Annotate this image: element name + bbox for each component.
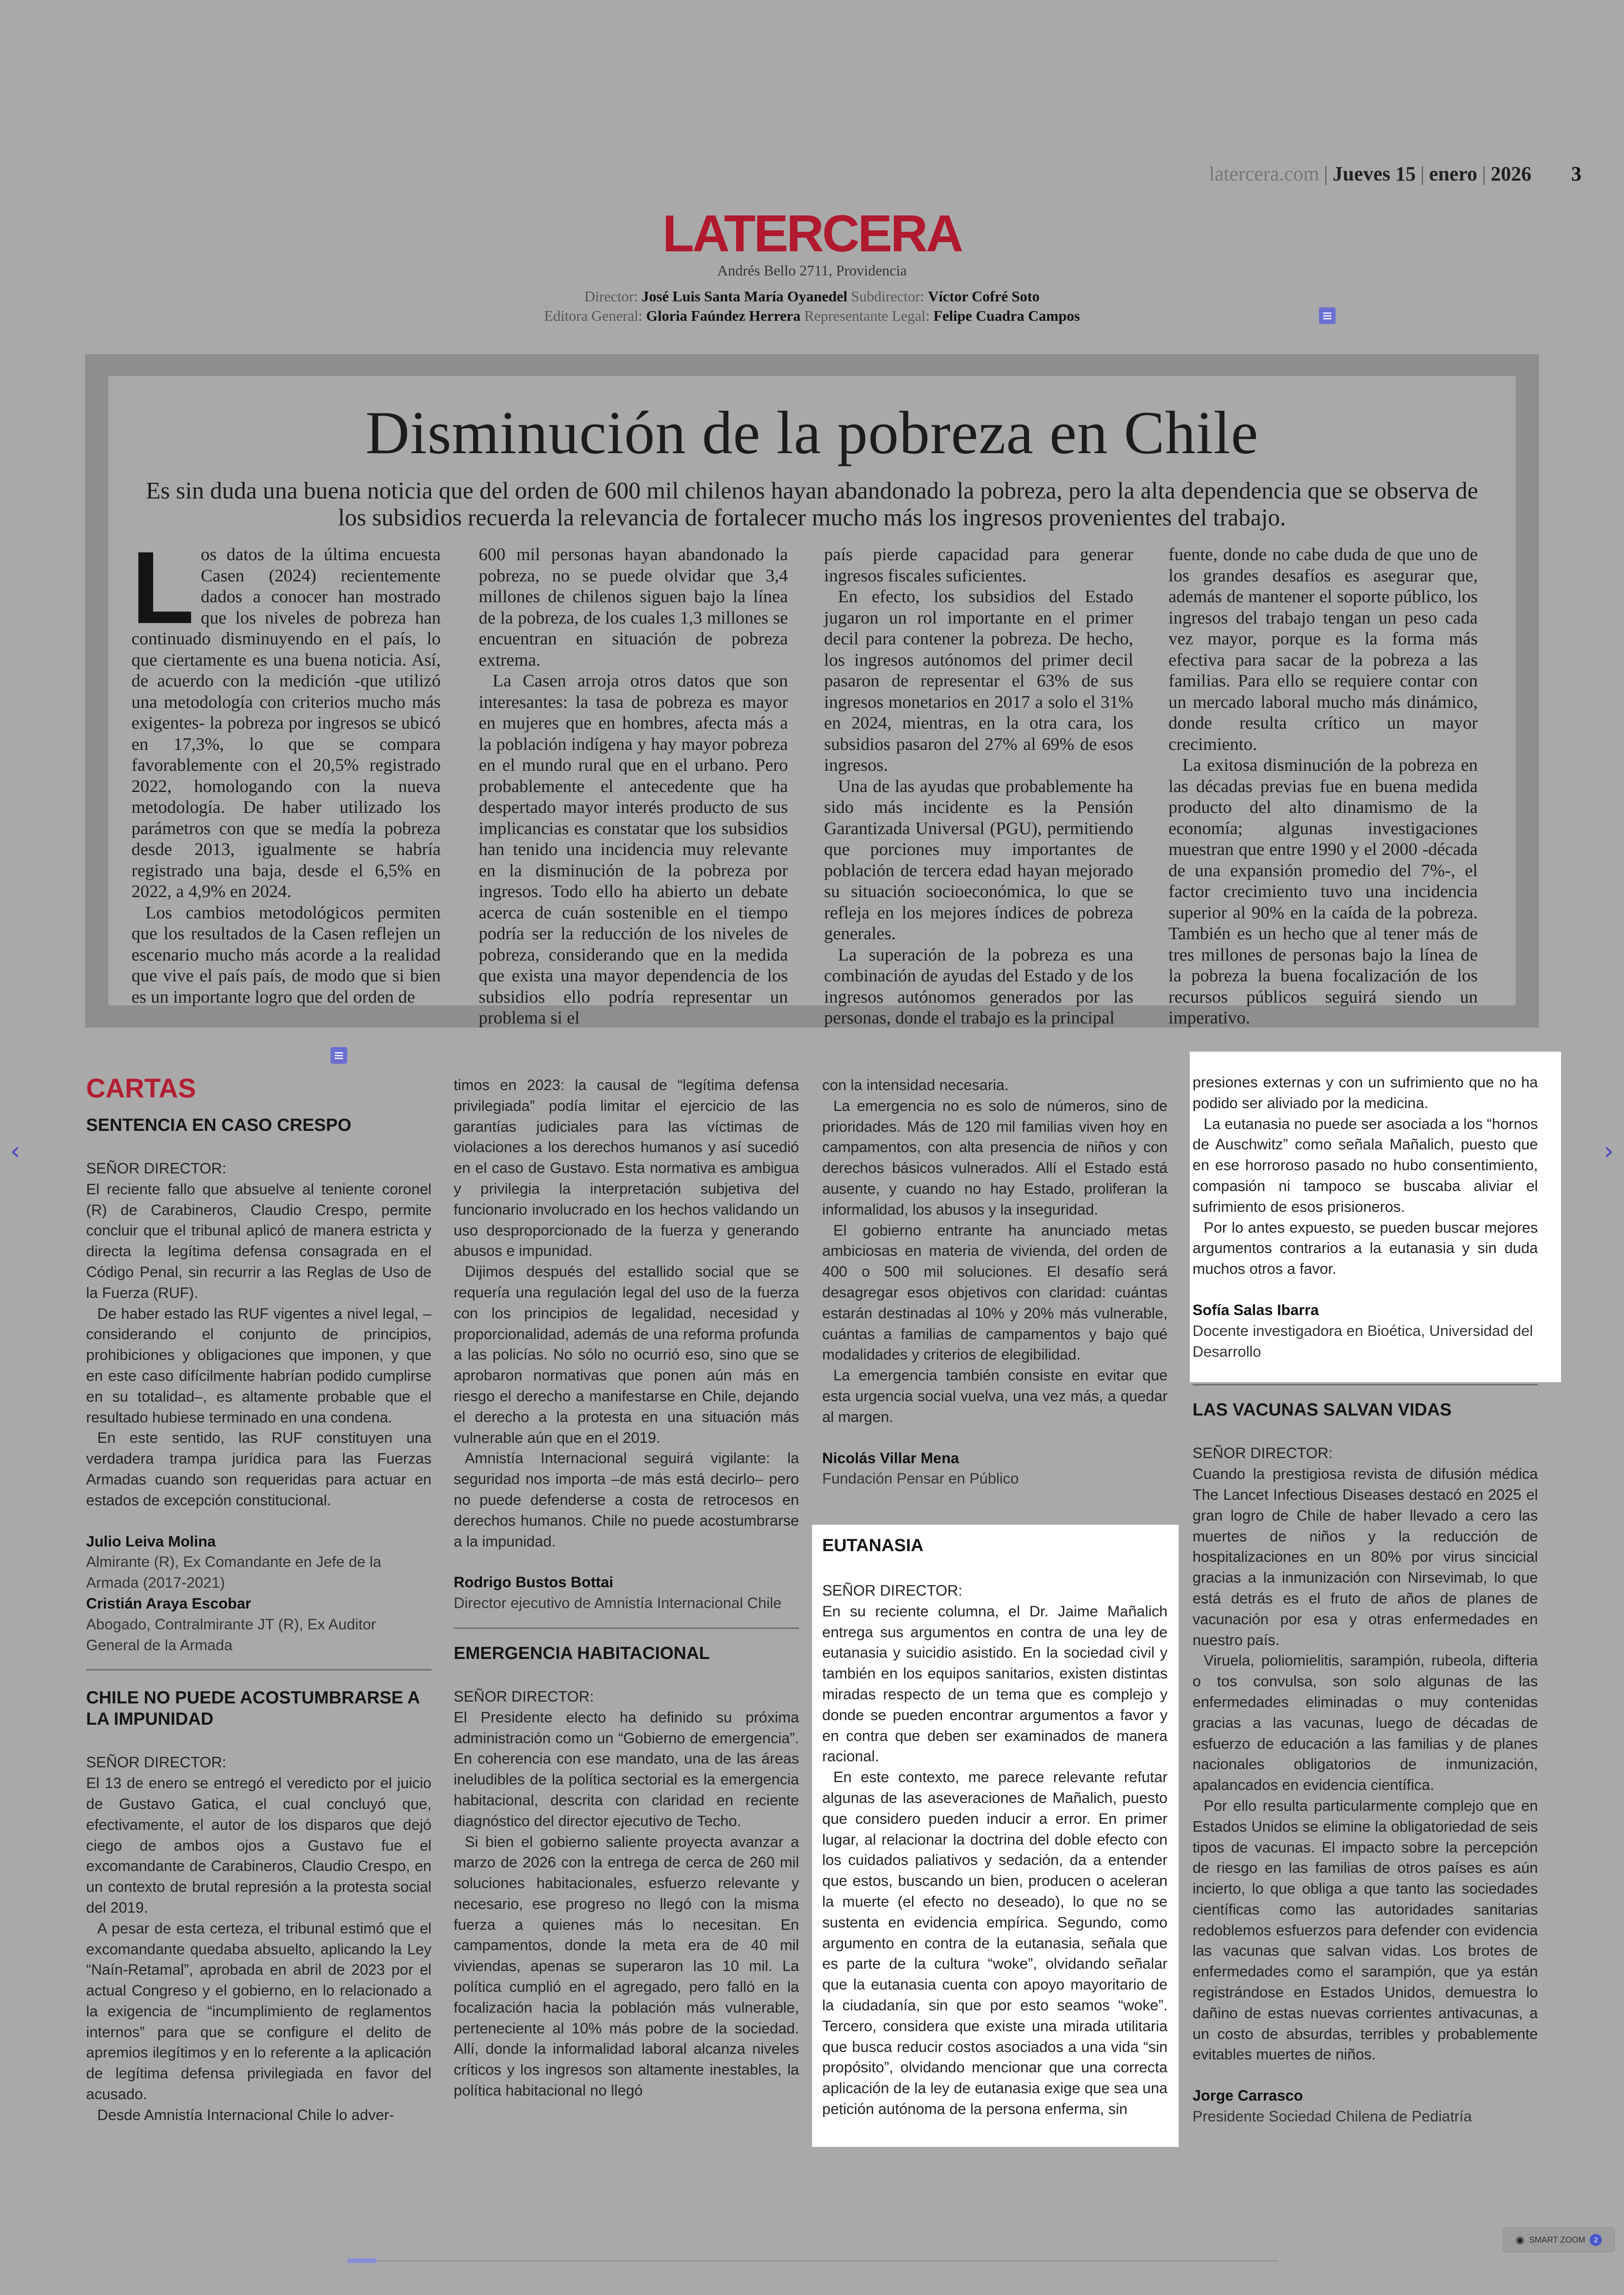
letter-paragraph: Si bien el gobierno saliente proyecta avanzar a marzo de 2026 con la entrega de cerca de 260 mil soluciones habitacionales, esfuerzo relevante y necesario, ese progreso no llegó con la misma fuerza a quienes más lo necesitan. En campamentos, donde la meta era de 40 mil viviendas, apenas se superaron las 10 mil. La política cumplió en el agregado, pero falló en la focalización hacia la población más vulnerable, perteneciente al 10% más pobre de la sociedad. Allí, donde la informalidad laboral alcanza niveles críticos y los ingresos son altamente inestables, la política habitacional no llegó (454, 1833, 799, 2099)
letter-signature-role: Almirante (R), Ex Comandante en Jefe de la Armada (2017-2021) (86, 1553, 381, 1591)
eye-icon: ◉ (1515, 2234, 1524, 2246)
letter-signature: Nicolás Villar Mena (822, 1449, 959, 1466)
letter-headline: SENTENCIA EN CASO CRESPO (86, 1116, 351, 1135)
drop-cap: L (131, 530, 194, 645)
letter-paragraph: Por lo antes expuesto, se pueden buscar mejores argumentos contrarios a la eutanasia y sin duda muchos otros a favor. (1193, 1219, 1538, 1278)
letter-paragraph-continued: presiones externas y con un sufrimiento que no ha podido ser aliviado por la medicina. (1193, 1074, 1538, 1111)
editorial-column-2 (479, 544, 788, 1029)
editorial-box (108, 376, 1516, 1028)
letter-paragraph: Cuando la prestigiosa revista de difusión médica The Lancet Infectious Diseases destacó en 2025 el gran logro de Chile de haber llevado a cero las muertes de niños y la reducción de hospitalizaciones en un 80% por virus sincicial gracias a la inmunización con Nirsevimab, lo que está detrás es el fruto de años de planes de vacunación por esa y otras enfermedades en nuestro país. (1193, 1466, 1538, 1648)
legal-rep-name: Felipe Cuadra Campos (933, 307, 1080, 324)
next-page-icon[interactable]: › (1604, 1136, 1614, 1166)
section-title-cartas: CARTAS (86, 1073, 196, 1104)
letter-paragraph-continued: timos en 2023: la causal de “legítima defensa privilegiada” podía limitar el ejercicio de las garantías judiciales para las víctimas de violaciones a los derechos humanos y así sucedió en el caso de Gustavo. Esta normativa es ambigua y privilegia la interpretación subjetiva del funcionario involucrado en los hechos validando un uso desproporcionado de la fuerza y generando abusos e impunidad. (454, 1077, 799, 1260)
letter-signature-role: Docente investigadora en Bioética, Universidad del Desarrollo (1193, 1322, 1533, 1360)
date-year: 2026 (1491, 162, 1531, 185)
page-number: 3 (1571, 162, 1581, 185)
staff-line-1: Director: José Luis Santa María Oyanedel Subdirector: Víctor Cofré Soto (584, 288, 1040, 305)
editor-name: Gloria Faúndez Herrera (646, 307, 801, 324)
letter-paragraph: La emergencia no es solo de números, sino de prioridades. Más de 120 mil familias viven hoy en campamentos, con alta presencia de niños y con derechos básicos vulnerados. Allí el Estado está ausente, y cuando no hay Estado, proliferan la informalidad, los abusos y la inseguridad. (822, 1097, 1168, 1218)
site-name: latercera.com (1209, 162, 1319, 185)
letter-paragraph: A pesar de esta certeza, el tribunal estimó que el excomandante quedaba absuelto, aplicando la Ley “Naín-Retamal”, aprobada en abril de 2023 por el actual Congreso y el gobierno, en lo relacionado a la exigencia de “incumplimiento de reglamentos internos” para que se configure el delito de apremios ilegítimos y en lo referente a la aplicación de legítima defensa privilegiada en favor del acusado. (86, 1920, 431, 2103)
letter-paragraph: El reciente fallo que absuelve al teniente coronel (R) de Carabineros, Claudio Crespo, permite concluir que el tribunal aplicó de manera estricta y directa la legítima defensa consagrada en el Código Penal, sin recurrir a las Reglas de Uso de la Fuerza (RUF). (86, 1180, 431, 1301)
letter-signature: Cristián Araya Escobar (86, 1595, 251, 1612)
letter-signature: Jorge Carrasco (1193, 2087, 1303, 2104)
letter-salutation: SEÑOR DIRECTOR: (86, 1160, 226, 1177)
newspaper-logo: LATERCERA (662, 205, 962, 262)
date-day: Jueves 15 (1332, 162, 1416, 185)
letter-headline: CHILE NO PUEDE ACOSTUMBRARSE A LA IMPUNIDAD (86, 1688, 419, 1729)
letter-headline: LAS VACUNAS SALVAN VIDAS (1193, 1400, 1452, 1420)
address: Andrés Bello 2711, Providencia (717, 262, 907, 279)
date-line: latercera.com | Jueves 15 | enero | 2026 (1209, 162, 1531, 185)
letter-paragraph: El gobierno entrante ha anunciado metas ambiciosas en materia de vivienda, del orden de 400 o 500 mil soluciones. El desafío será desagregar esos objetivos con claridad: cuántas estarán destinadas al 10% y 20% más vulnerable, cuántas a familias de campamentos y bajo qué modalidades y criterios de elegibilidad. (822, 1222, 1168, 1363)
letter-paragraph: El Presidente electo ha definido su próxima administración como un “Gobierno de emergencia”. En coherencia con ese mandato, una de las áreas ineludibles de la política sectorial es la emergencia habitacional, descrita con claridad en reciente diagnóstico del director ejecutivo de Techo. (454, 1709, 799, 1829)
letter-paragraph: El 13 de enero se entregó el veredicto por el juicio de Gustavo Gatica, el cual concluyó que, efectivamente, el autor de los disparos que dejó ciego de ambos ojos a Gustavo fue el excomandante de Carabineros, Claudio Crespo, en un contexto de brutal represión a la protesta social del 2019. (86, 1775, 431, 1916)
letter-signature: Julio Leiva Molina (86, 1533, 216, 1550)
letter-salutation: SEÑOR DIRECTOR: (86, 1754, 226, 1771)
editorial-column-3 (824, 544, 1133, 1029)
smart-zoom-button[interactable] (1503, 2227, 1615, 2252)
letters-column-3-eutanasia (822, 1535, 1168, 2120)
annotation-note-icon[interactable] (331, 1047, 347, 1064)
editorial-paragraph: La superación de la pobreza es una combinación de ayudas del Estado y de los ingresos autónomos generados por las personas, donde el trabajo es la principal (824, 945, 1133, 1028)
letter-signature-role: Abogado, Contralmirante JT (R), Ex Auditor General de la Armada (86, 1615, 376, 1653)
smart-zoom-badge: 2 (1590, 2234, 1602, 2246)
previous-page-icon[interactable]: ‹ (10, 1136, 20, 1166)
letter-signature: Rodrigo Bustos Bottai (454, 1574, 613, 1591)
divider (454, 1628, 799, 1629)
letter-signature-role: Presidente Sociedad Chilena de Pediatría (1193, 2108, 1472, 2125)
editorial-column-4 (1168, 544, 1478, 1029)
page-scrollbar[interactable] (347, 2260, 1278, 2262)
letter-paragraph: Dijimos después del estallido social que se requería una regulación legal del uso de la fuerza con los principios de legalidad, necesidad y proporcionalidad, además de una reforma profunda a las policías. No sólo no ocurrió eso, sino que se aprobaron normativas que ponen aún más en riesgo el derecho a manifestarse en Chile, dejando el derecho a la protesta en una situación más vulnerable aún que en el 2019. (454, 1263, 799, 1446)
letter-paragraph: En este sentido, las RUF constituyen una verdadera trampa jurídica para las Fuerzas Armadas cuando son requeridas para actuar en estados de excepción constitucional. (86, 1429, 431, 1509)
letter-headline: EMERGENCIA HABITACIONAL (454, 1643, 710, 1663)
scrollbar-thumb[interactable] (347, 2258, 377, 2263)
letter-paragraph: Viruela, poliomielitis, sarampión, rubeola, difteria o tos convulsa, son solo algunas de las enfermedades eliminadas o muy contenidas gracias a las vacunas, luego de décadas de esfuerzo de educación a las familias y de planes nacionales obligatorios de inmunización, apalancados en evidencia científica. (1193, 1652, 1538, 1794)
staff-line-2: Editora General: Gloria Faúndez Herrera Representante Legal: Felipe Cuadra Campos (544, 307, 1080, 324)
date-month: enero (1429, 162, 1478, 185)
annotation-note-icon[interactable] (1319, 307, 1336, 324)
editorial-paragraph: 600 mil personas hayan abandonado la pobreza, no se puede olvidar que 3,4 millones de chilenos siguen bajo la línea de la pobreza, de los cuales 1,3 millones se encuentran en situación de pobreza extrema. (479, 545, 788, 670)
letter-paragraph: Por ello resulta particularmente complejo que en Estados Unidos se elimine la obligatoriedad de seis tipos de vacunas. El impacto sobre la percepción de riesgo en las familias de otros países es aún incierto, lo que obliga a que tanto las sociedades científicas como las autoridades sanitarias redoblemos esfuerzos para defender con evidencia las vacunas que salvan vidas. Los brotes de enfermedades como el sarampión, que ya están registrándose en Estados Unidos, demuestra lo dañino de estas nuevas corrientes antivacunas, a un costo de absurdas, terribles y probablemente evitables muertes de niños. (1193, 1797, 1538, 2063)
director-name: José Luis Santa María Oyanedel (641, 288, 848, 305)
letter-paragraph: De haber estado las RUF vigentes a nivel legal, –considerando el conjunto de principios, prohibiciones y obligaciones que imponen, y que en este caso difícilmente habrían podido cumplirse en su totalidad–, es altamente probable que el resultado hubiese terminado en una condena. (86, 1305, 431, 1426)
letter-signature: Sofía Salas Ibarra (1193, 1301, 1319, 1318)
letters-column-2 (454, 1075, 799, 2101)
letter-paragraph: Desde Amnistía Internacional Chile lo adver- (97, 2106, 394, 2123)
letter-paragraph-continued: con la intensidad necesaria. (822, 1077, 1009, 1093)
editorial-paragraph: La Casen arroja otros datos que son interesantes: la tasa de pobreza es mayor en mujeres que en hombres, afecta más a la población indígena y hay mayor pobreza en el mundo rural que en el urbano. Pero probablemente el antecedente que ha despertado mayor interés producto de sus implicancias es constatar que los subsidios han tenido una incidencia muy relevante en la disminución de la pobreza por ingresos. Todo ello ha abierto un debate acerca de cuán sostenible en el tiempo podría ser la reducción de los niveles de pobreza, considerando que en la medida que exista una mayor dependencia de los subsidios ello podría representar un problema si el (479, 671, 788, 1028)
divider (1193, 1384, 1538, 1385)
editorial-paragraph: país pierde capacidad para generar ingresos fiscales suficientes. (824, 545, 1133, 586)
letter-salutation: SEÑOR DIRECTOR: (1193, 1445, 1333, 1462)
letter-paragraph: En este contexto, me parece relevante refutar algunas de las aseveraciones de Mañalich, puesto que considero pueden inducir a error. En primer lugar, al relacionar la doctrina del doble efecto con los cuidados paliativos y sedación, da a entender que estos, buscando un bien, producen o aceleran la muerte (el efecto no deseado), lo que no se sustenta en evidencia empírica. Segundo, como argumento en contra de la eutanasia, señala que es parte de la cultura “woke”, olvidando señalar que la eutanasia cuenta con apoyo mayoritario de la ciudadanía, sin que por esto seamos “woke”. Tercero, considera que existe una mirada utilitaria que busca reducir costos asociados a una vida “sin propósito”, olvidando mencionar que una correcta aplicación de la ley de eutanasia exige que sea una petición autónoma de la persona enferma, sin (822, 1769, 1168, 2117)
editorial-paragraph: En efecto, los subsidios del Estado jugaron un rol importante en el primer decil para contener la pobreza. De hecho, los ingresos autónomos del primer decil pasaron de representar el 63% de sus ingresos monetarios en 2017 a solo el 31% en 2024, mientras, en la otra cara, los subsidios pasaron del 27% al 69% de esos ingresos. (824, 587, 1133, 775)
letter-paragraph: La eutanasia no puede ser asociada a los “hornos de Auschwitz” como señala Mañalich, puesto que en ese horroroso pasado no hubo consentimiento, compasión ni tampoco se buscaba aliviar el sufrimiento de esos prisioneros. (1193, 1115, 1538, 1215)
editorial-title: Disminución de la pobreza en Chile (365, 399, 1259, 467)
smart-zoom-label: SMART ZOOM (1529, 2235, 1586, 2245)
letter-paragraph: Amnistía Internacional seguirá vigilante: la seguridad nos importa –de más está decirlo– pero no puede defenderse a costa de retrocesos en derechos humanos. Chile no puede acostumbrarse a la impunidad. (454, 1450, 799, 1550)
editorial-column-1 (131, 530, 441, 1008)
letter-headline: EUTANASIA (822, 1536, 924, 1555)
editorial-paragraph: os datos de la última encuesta Casen (2024) recientemente dados a conocer han mostrado que los niveles de pobreza han continuado disminuyendo en el país, lo que ciertamente es una buena noticia. Así, de acuerdo con la medición -que utilizó una metodología con criterios mucho más exigentes- la pobreza por ingresos se ubicó en 17,3%, lo que se compara favorablemente con el 20,5% registrado 2022, homologando con la nueva metodología. De haber utilizado los parámetros con que se medía la pobreza desde 2013, igualmente se habría registrado una baja, desde el 6,5% en 2022, a 4,9% en 2024. (131, 545, 441, 901)
divider (86, 1669, 431, 1671)
editorial-paragraph: fuente, donde no cabe duda de que uno de los grandes desafíos es asegurar que, además de mantener el soporte público, los ingresos del trabajo tengan un peso cada vez mayor, porque es la forma más efectiva para sacar de la pobreza a las familias. Para ello se requiere contar con un mercado laboral mucho más dinámico, donde resulta crítico un mayor crecimiento. (1168, 545, 1478, 754)
letter-signature-role: Director ejecutivo de Amnistía Internacional Chile (454, 1595, 782, 1612)
letters-column-3 (822, 1075, 1168, 1489)
letter-paragraph: En su reciente columna, el Dr. Jaime Mañalich entrega sus argumentos en contra de una ley de eutanasia y suicidio asistido. En la sociedad civil y también en los equipos sanitarios, existen distintas miradas respecto de un tema que es complejo y donde se pueden encontrar argumentos a favor y en contra que deben ser examinados de manera racional. (822, 1603, 1168, 1765)
letter-salutation: SEÑOR DIRECTOR: (454, 1688, 594, 1705)
editorial-deck: Es sin duda una buena noticia que del orden de 600 mil chilenos hayan abandonado la pobreza, pero la alta dependencia que se observa de los subsidios recuerda la relevancia de fortalecer mucho más los ingresos provenientes del trabajo. (146, 478, 1478, 531)
letter-paragraph: La emergencia también consiste en evitar que esta urgencia social vuelva, una vez más, a quedar al margen. (822, 1367, 1168, 1425)
subdirector-name: Víctor Cofré Soto (928, 288, 1040, 305)
editorial-paragraph: La exitosa disminución de la pobreza en las décadas previas fue en buena medida producto del alto dinamismo de la economía; algunas investigaciones muestran que entre 1990 y el 2000 -década de una expansión promedio del 7%-, el factor crecimiento tuvo una incidencia superior al 90% en la caída de la pobreza. También es un hecho que al tener más de tres millones de personas bajo la línea de la pobreza la buena focalización de los recursos públicos seguirá siendo un imperativo. (1168, 755, 1478, 1028)
editorial-paragraph: Una de las ayudas que probablemente ha sido más incidente es la Pensión Garantizada Universal (PGU), permitiendo que porciones muy importantes de población de tercera edad hayan mejorado su situación socioeconómica, lo que se refleja en los mejores índices de pobreza generales. (824, 776, 1133, 943)
editorial-paragraph: Los cambios metodológicos permiten que los resultados de la Casen reflejen un escenario mucho más acorde a la realidad que vive el país país, de modo que si bien es un importante logro que del orden de (131, 903, 441, 1007)
letters-column-1 (86, 1115, 431, 2125)
letter-salutation: SEÑOR DIRECTOR: (822, 1582, 962, 1599)
letter-signature-role: Fundación Pensar en Público (822, 1470, 1019, 1487)
letters-column-4 (1193, 1072, 1538, 2127)
